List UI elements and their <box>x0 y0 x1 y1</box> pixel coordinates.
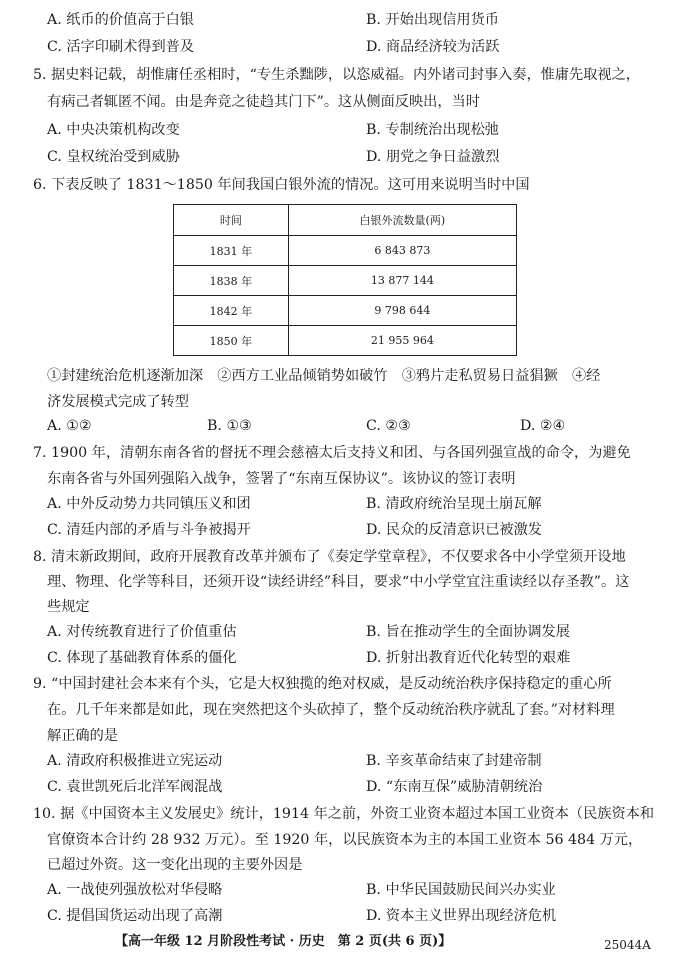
q5-option-b: B. 专制统治出现松弛 <box>366 122 499 138</box>
q4-option-d: D. 商品经济较为活跃 <box>366 39 500 55</box>
table-cell-amount: 13 877 144 <box>288 266 516 296</box>
table-cell-year: 1850 年 <box>174 326 289 356</box>
table-header-row <box>174 205 517 236</box>
q6-option-b: B. ①③ <box>207 418 252 434</box>
q8-stem-line-2: 理、物理、化学等科目，还须开设“读经讲经”科目，要求“中小学堂宜注重读经以存圣教”。这 <box>47 574 630 590</box>
q9-option-a: A. 清政府积极推进立宪运动 <box>47 753 223 769</box>
q8-option-a: A. 对传统教育进行了价值重估 <box>47 624 237 640</box>
table-row <box>174 326 517 356</box>
q6-stem-line-1: 6. 下表反映了 1831～1850 年间我国白银外流的情况。这可用来说明当时中国 <box>33 177 530 193</box>
q9-option-d: D. “东南互保”威胁清朝统治 <box>366 779 543 795</box>
q8-option-b: B. 旨在推动学生的全面协调发展 <box>366 624 570 640</box>
table-cell-amount: 9 798 644 <box>288 296 516 326</box>
q10-stem-line-3: 已超过外资。这一变化出现的主要外因是 <box>47 857 303 873</box>
q9-stem-line-1: 9. “中国封建社会本来有个头，它是大权独揽的绝对权威，是反动统治秩序保持稳定的重心所 <box>33 676 612 692</box>
q8-option-c: C. 体现了基础教育体系的僵化 <box>47 650 237 666</box>
q6-statements-line-2: 济发展模式完成了转型 <box>47 394 189 410</box>
q10-option-a: A. 一战使列强放松对华侵略 <box>47 882 223 898</box>
q5-option-a: A. 中央决策机构改变 <box>47 122 180 138</box>
q5-stem-line-1: 5. 据史料记载，胡惟庸任丞相时，“专生杀黜陟，以恣威福。内外诸司封事入奏，惟庸先取视之， <box>33 67 640 83</box>
table-row <box>174 266 517 296</box>
table-cell-amount: 6 843 873 <box>288 236 516 266</box>
silver-outflow-table <box>173 204 517 356</box>
q10-option-c: C. 提倡国货运动出现了高潮 <box>47 908 223 924</box>
table-cell-year: 1831 年 <box>174 236 289 266</box>
q5-option-d: D. 朋党之争日益激烈 <box>366 149 500 165</box>
q6-option-c: C. ②③ <box>366 418 411 434</box>
table-header-year: 时间 <box>174 205 289 236</box>
q4-option-c: C. 活字印刷术得到普及 <box>47 39 195 55</box>
table-row <box>174 296 517 326</box>
q10-option-d: D. 资本主义世界出现经济危机 <box>366 908 557 924</box>
q7-stem-line-2: 东南各省与外国列强陷入战争，签署了“东南互保协议”。该协议的签订表明 <box>47 471 516 487</box>
table-cell-amount: 21 955 964 <box>288 326 516 356</box>
q9-option-b: B. 辛亥革命结束了封建帝制 <box>366 753 542 769</box>
q5-stem-line-2: 有病己者辄匿不闻。由是奔竞之徒趋其门下”。这从侧面反映出，当时 <box>47 94 480 110</box>
q8-stem-line-1: 8. 清末新政期间，政府开展教育改革并颁布了《奏定学堂章程》，不仅要求各中小学堂须开设地 <box>33 549 626 565</box>
q5-option-c: C. 皇权统治受到威胁 <box>47 149 180 165</box>
q7-stem-line-1: 7. 1900 年，清朝东南各省的督抚不理会慈禧太后支持义和团、与各国列强宣战的命令，为避免 <box>33 445 631 461</box>
q10-stem-line-1: 10. 据《中国资本主义发展史》统计，1914 年之前，外资工业资本超过本国工业资本（民族资本和 <box>33 806 655 822</box>
q6-option-d: D. ②④ <box>520 418 566 434</box>
q4-option-a: A. 纸币的价值高于白银 <box>47 12 194 28</box>
q7-option-d: D. 民众的反清意识已被激发 <box>366 522 542 538</box>
table-row <box>174 236 517 266</box>
q7-option-c: C. 清廷内部的矛盾与斗争被揭开 <box>47 522 251 538</box>
q9-option-c: C. 袁世凯死后北洋军阀混战 <box>47 779 223 795</box>
q7-option-b: B. 清政府统治呈现土崩瓦解 <box>366 496 542 512</box>
q8-option-d: D. 折射出教育近代化转型的艰难 <box>366 650 571 666</box>
q8-stem-line-3: 些规定 <box>47 599 90 615</box>
page-footer-title: 【高一年级 12 月阶段性考试 · 历史 第 2 页(共 6 页)】 <box>115 934 452 949</box>
table-cell-year: 1838 年 <box>174 266 289 296</box>
table-header-amount: 白银外流数量(两) <box>288 205 516 236</box>
q10-option-b: B. 中华民国鼓励民间兴办实业 <box>366 882 556 898</box>
q6-statements-line-1: ①封建统治危机逐渐加深 ②西方工业品倾销势如破竹 ③鸦片走私贸易日益猖獗 ④经 <box>47 368 601 384</box>
q9-stem-line-2: 在。几千年来都是如此，现在突然把这个头砍掉了，整个反动统治秩序就乱了套。”对材料理 <box>47 702 615 718</box>
table-cell-year: 1842 年 <box>174 296 289 326</box>
q10-stem-line-2: 官僚资本合计约 28 932 万元）。至 1920 年，以民族资本为主的本国工业资本 56 484 万元， <box>47 832 643 848</box>
q9-stem-line-3: 解正确的是 <box>47 728 118 744</box>
q4-option-b: B. 开始出现信用货币 <box>366 12 499 28</box>
q7-option-a: A. 中外反动势力共同镇压义和团 <box>47 496 251 512</box>
page-footer-code: 25044A <box>604 938 651 952</box>
q6-option-a: A. ①② <box>47 418 92 434</box>
